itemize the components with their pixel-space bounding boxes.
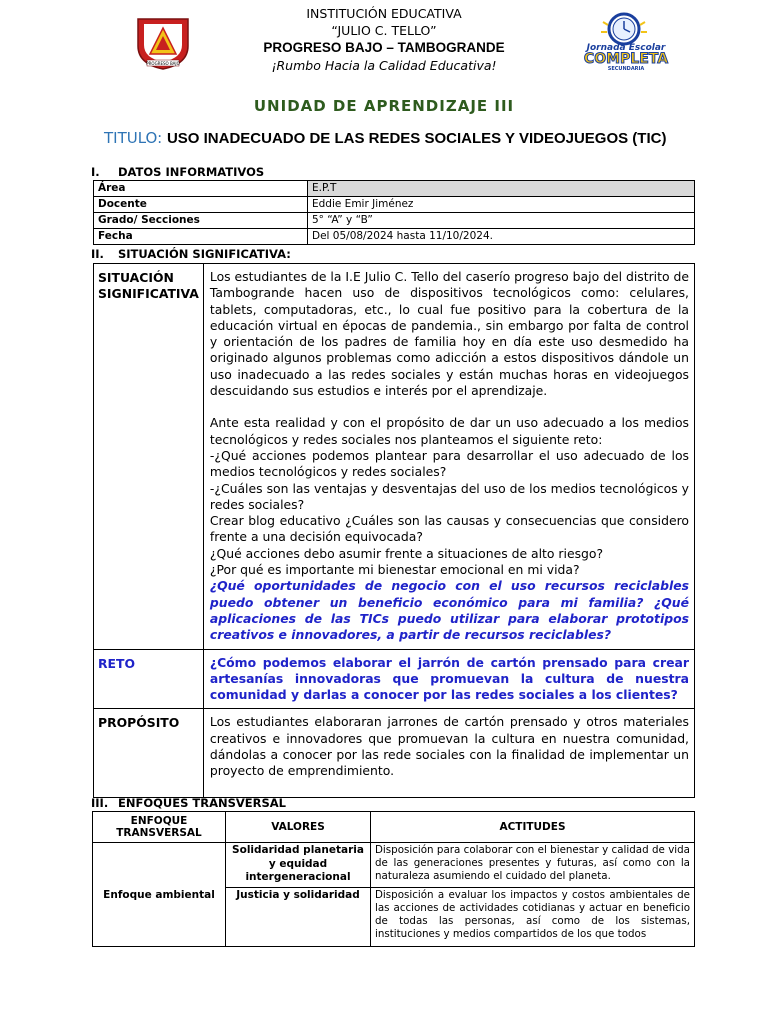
section-title: SITUACIÓN SIGNIFICATIVA:	[118, 247, 291, 261]
table-row	[94, 229, 695, 245]
field-label: Fecha	[94, 229, 308, 245]
unit-title: UNIDAD DE APRENDIZAJE III	[253, 97, 515, 115]
situacion-paragraph: Los estudiantes de la I.E Julio C. Tello del caserío progreso bajo del distrito de Tambogrande hacen uso de dispositivos tecnológicos como: celulares, tablets, computadoras, etc., lo cual fue positivo para la cobertura de la educación virtual en épocas de pandemia., sin embargo por falta de control y orientación de los padres de familia hoy en día este uso desmedido ha originado algunos problemas como adicción a estos dispositivos dándole un uso inadecuado a las redes sociales y están muchas horas en videojuegos descuidando sus estudios e interés por el aprendizaje.	[209, 269, 689, 399]
valor-cell: Solidaridad planetaria y equidad intergeneracional	[226, 843, 371, 888]
section-number: I.	[91, 165, 100, 179]
field-value: Del 05/08/2024 hasta 11/10/2024.	[308, 229, 695, 245]
highlight-question: ¿Qué oportunidades de negocio con el uso recursos reciclables puedo obtener un beneficio económico para mi familia? ¿Qué aplicaciones de las TICs puedo utilizar para elaborar prototipos creativos e innovadores, a partir de recursos reciclables?	[209, 578, 689, 643]
question-item: -¿Cuáles son las ventajas y desventajas del uso de los medios tecnológicos y redes sociales?	[209, 480, 689, 512]
title-label: TITULO:	[104, 129, 163, 147]
table-row	[93, 843, 695, 888]
situacion-table	[93, 263, 695, 798]
table-row	[94, 213, 695, 229]
field-value: 5° “A” y “B”	[308, 213, 695, 229]
question-item: -¿Qué acciones podemos plantear para desarrollar el uso adecuado de los medios tecnológicos y redes sociales?	[209, 447, 689, 480]
situacion-label	[94, 264, 204, 650]
column-header: ENFOQUE TRANSVERSAL	[93, 812, 226, 843]
field-label: Grado/ Secciones	[94, 213, 308, 229]
datos-informativos-table	[93, 180, 695, 245]
actitud-cell: Disposición para colaborar con el bienestar y calidad de vida de las generaciones presentes y futuras, así como con la naturaleza asumiendo el cuidado del planeta.	[371, 843, 695, 888]
table-header-row	[93, 812, 695, 843]
table-row	[94, 197, 695, 213]
proposito-label: PROPÓSITO	[94, 709, 204, 798]
question-item: ¿Qué acciones debo asumir frente a situaciones de alto riesgo?	[209, 545, 604, 561]
table-row	[94, 709, 695, 798]
section-heading-datos	[91, 165, 264, 179]
section-heading-situacion	[91, 247, 291, 261]
section-number: III.	[91, 796, 109, 810]
field-value: Eddie Emir Jiménez	[308, 197, 695, 213]
question-item: ¿Por qué es importante mi bienestar emocional en mi vida?	[209, 562, 580, 578]
header-location: PROGRESO BAJO – TAMBOGRANDE	[263, 40, 505, 55]
valor-cell: Justicia y solidaridad	[226, 888, 371, 947]
situacion-content	[203, 264, 694, 650]
field-value: E.P.T	[308, 181, 695, 197]
column-header: ACTITUDES	[371, 812, 695, 843]
section-title: DATOS INFORMATIVOS	[118, 165, 265, 179]
logo-text-secundaria: SECUNDARIA	[607, 66, 645, 72]
table-row	[94, 264, 695, 650]
situacion-paragraph: Ante esta realidad y con el propósito de dar un uso adecuado a los medios tecnológicos y redes sociales nos planteamos el siguiente reto:	[209, 415, 689, 447]
title-text: USO INADECUADO DE LAS REDES SOCIALES Y VIDEOJUEGOS (TIC)	[166, 130, 667, 147]
field-label: Docente	[94, 197, 308, 213]
column-header: VALORES	[226, 812, 371, 843]
section-heading-enfoques	[91, 796, 286, 810]
field-label: Área	[94, 181, 308, 197]
header-school-name: “JULIO C. TELLO”	[331, 23, 437, 38]
enfoques-table	[92, 811, 695, 947]
section-number: II.	[91, 247, 104, 261]
section-title: ENFOQUES TRANSVERSAL	[118, 796, 286, 810]
label-line: SITUACIÓN	[98, 270, 174, 285]
table-row	[94, 181, 695, 197]
table-row	[94, 649, 695, 709]
actitud-cell: Disposición a evaluar los impactos y costos ambientales de las acciones de actividades cotidianas y actuar en beneficio de todas las personas, así como de los sistemas, instituciones y medios compartidos de los que todos	[371, 888, 695, 947]
logo-text-completa: COMPLETA	[583, 51, 669, 67]
enfoque-name: Enfoque ambiental	[93, 843, 226, 947]
badge-text: PROGRESO BAJO	[146, 61, 180, 66]
reto-label: RETO	[94, 649, 204, 709]
logo-text-jornada: Jornada Escolar	[586, 43, 666, 53]
label-line: SIGNIFICATIVA	[98, 286, 199, 302]
proposito-text: Los estudiantes elaboraran jarrones de cartón prensado y otros materiales creativos e innovadores que promuevan la cultura en nuestra comunidad, dándolas a conocer por las rede sociales con la finalidad de implementar un proyecto de emprendimiento.	[203, 709, 694, 798]
header-institution: INSTITUCIÓN EDUCATIVA	[306, 6, 462, 21]
question-item: Crear blog educativo ¿Cuáles son las causas y consecuencias que considero frente a una decisión equivocada?	[209, 513, 689, 545]
document-title	[104, 129, 666, 147]
reto-text: ¿Cómo podemos elaborar el jarrón de cartón prensado para crear artesanías innovadoras que promuevan la cultura de nuestra comunidad y darlas a conocer por las redes sociales a los clientes?	[203, 649, 694, 709]
header-motto: ¡Rumbo Hacia la Calidad Educativa!	[271, 58, 497, 73]
